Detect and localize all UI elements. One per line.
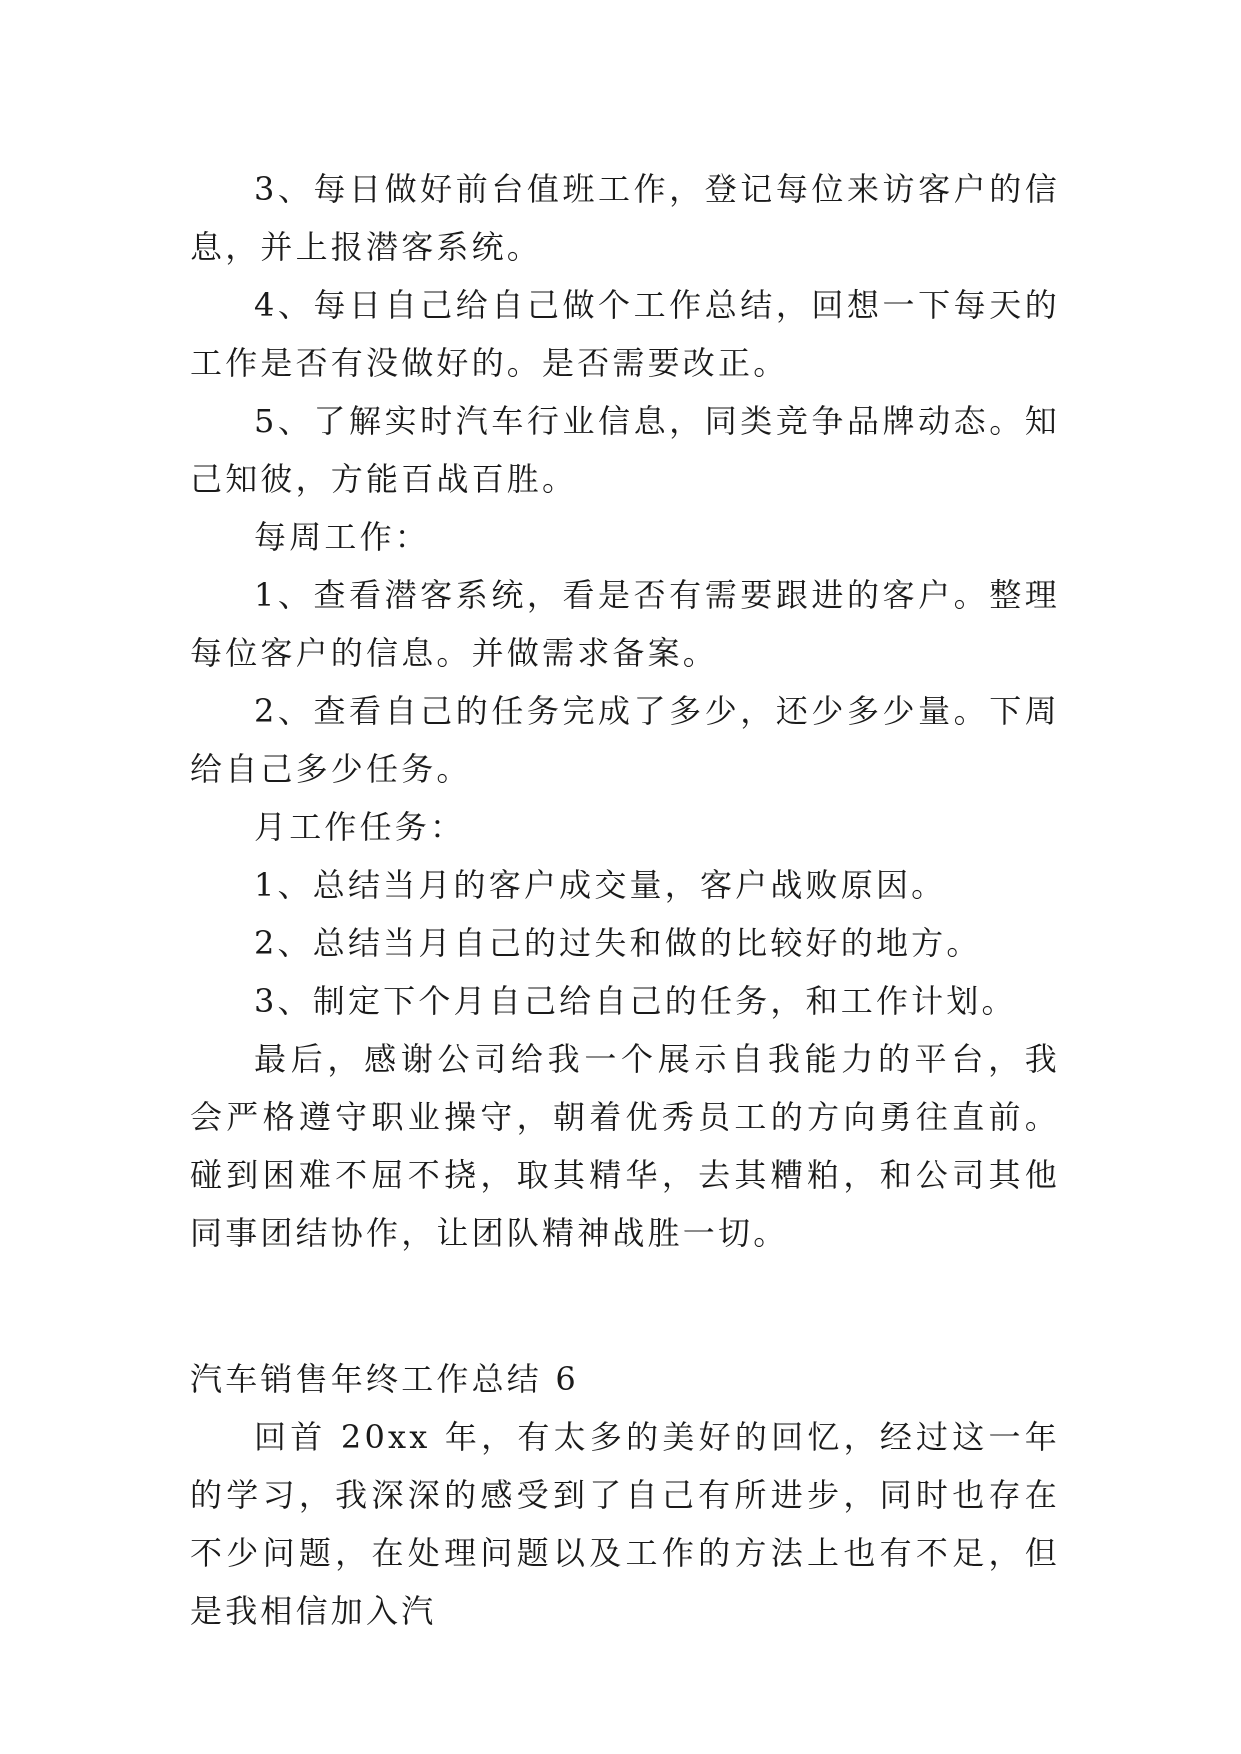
heading-weekly-work: 每周工作： [254, 518, 431, 556]
document-body [190, 160, 1060, 1640]
paragraph-daily-item-3: 3、每日做好前台值班工作，登记每位来访客户的信息，并上报潜客系统。 [190, 170, 1060, 266]
paragraph-section-intro: 回首 20xx 年，有太多的美好的回忆，经过这一年的学习，我深深的感受到了自己有所进步，同时也存在不少问题，在处理问题以及工作的方法上也有不足，但是我相信加入汽 [190, 1418, 1060, 1630]
paragraph-conclusion: 最后，感谢公司给我一个展示自我能力的平台，我会严格遵守职业操守，朝着优秀员工的方向勇往直前。碰到困难不屈不挠，取其精华，去其糟粕，和公司其他同事团结协作，让团队精神战胜一切。 [190, 1040, 1060, 1252]
paragraph-monthly-item-2: 2、总结当月自己的过失和做的比较好的地方。 [254, 924, 982, 962]
paragraph-daily-item-4: 4、每日自己给自己做个工作总结，回想一下每天的工作是否有没做好的。是否需要改正。 [190, 286, 1060, 382]
paragraph-monthly-item-1: 1、总结当月的客户成交量，客户战败原因。 [254, 866, 947, 904]
paragraph-monthly-item-3: 3、制定下个月自己给自己的任务，和工作计划。 [254, 982, 1017, 1020]
paragraph-weekly-item-2: 2、查看自己的任务完成了多少，还少多少量。下周给自己多少任务。 [190, 692, 1060, 788]
section-title: 汽车销售年终工作总结 6 [190, 1360, 579, 1398]
paragraph-weekly-item-1: 1、查看潜客系统，看是否有需要跟进的客户。整理每位客户的信息。并做需求备案。 [190, 576, 1060, 672]
paragraph-daily-item-5: 5、了解实时汽车行业信息，同类竞争品牌动态。知己知彼，方能百战百胜。 [190, 402, 1060, 498]
heading-monthly-tasks: 月工作任务： [254, 808, 466, 846]
